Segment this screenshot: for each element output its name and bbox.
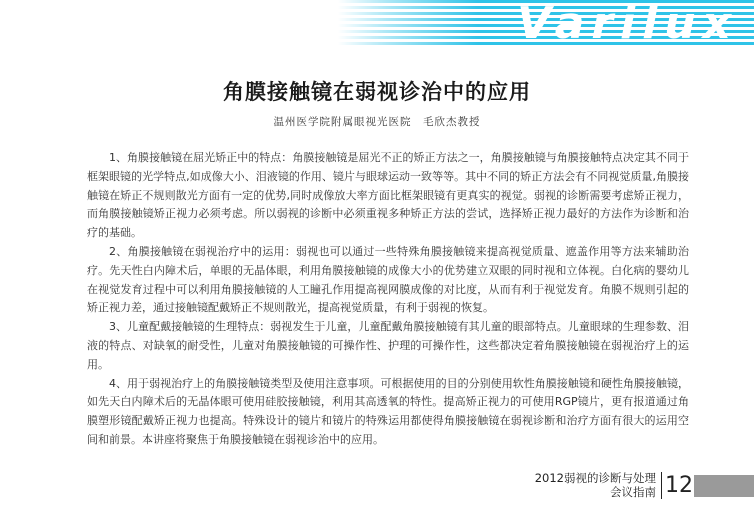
paragraph: 4、用于弱视治疗上的角膜接触镜类型及使用注意事项。可根据使用的目的分别使用软性角膜接触镜和硬性角膜接触镜，如先天白内障术后的无晶体眼可使用硅胶接触镜，利用其高透氧的特性。提高矫正视力的可使用RGP镜片，更有报道通过角膜塑形镜配戴矫正视力也提高。特殊设计的镜片和镜片的特殊运用都使得角膜接触镜在弱视诊断和治疗方面有很大的运用空间和前景。本讲座将聚焦于角膜接触镜在弱视诊治中的应用。 — [87, 376, 689, 446]
paragraph: 1、角膜接触镜在屈光矫正中的特点：角膜接触镜是屈光不正的矫正方法之一，角膜接触镜与角膜接触特点决定其不同于框架眼镜的光学特点,如成像大小、泪液镜的作用、镜片与眼球运动一致等等。其中不同的矫正方法会有不同视觉质量,角膜接触镜在矫正不规则散光方面有一定的优势,同时成像放大率方面比框架眼镜有更真实的视觉。弱视的诊断需要考虑矫正视力，而角膜接触镜矫正视力必须考虑。所以弱视的诊断中必须重视多种矫正方法的尝试，选择矫正视力最好的方法作为诊断和治疗的基础。 — [87, 151, 689, 240]
paragraph: 3、儿童配戴接触镜的生理特点：弱视发生于儿童，儿童配戴角膜接触镜有其儿童的眼部特点。儿童眼球的生理参数、泪液的特点、对缺氧的耐受性，儿童对角膜接触镜的可操作性、护理的可操作性，这些都决定着角膜接触镜在弱视治疗上的运用。 — [87, 320, 689, 371]
page-number: 12 — [665, 473, 693, 498]
footer-line-2: 会议指南 — [610, 485, 656, 499]
banner-fade — [338, 0, 478, 48]
paragraph: 2、角膜接触镜在弱视治疗中的运用：弱视也可以通过一些特殊角膜接触镜来提高视觉质量、遮盖作用等方法来辅助治疗。先天性白内障术后，单眼的无晶体眼，利用角膜接触镜的成像大小的优势建立双眼的同时视和立体视。白化病的婴幼儿在视觉发育过程中可以利用角膜接触镜的人工瞳孔作用提高视网膜成像的对比度，从而有利于视觉发育。角膜不规则引起的矫正视力差，通过接触镜配戴矫正不规则散光，提高视觉质量，有利于弱视的恢复。 — [87, 244, 689, 315]
footer-divider — [661, 472, 662, 499]
varilux-banner — [338, 0, 754, 48]
article-author: 温州医学院附属眼视光医院 毛欣杰教授 — [273, 116, 481, 128]
article-title: 角膜接触镜在弱视诊治中的应用 — [223, 79, 531, 104]
brand-logo: Varilux — [517, 0, 738, 48]
footer-line-1: 2012弱视的诊断与处理 — [534, 471, 656, 485]
footer-caption — [535, 471, 656, 499]
footer-bar — [694, 475, 754, 497]
article-body — [87, 149, 689, 450]
